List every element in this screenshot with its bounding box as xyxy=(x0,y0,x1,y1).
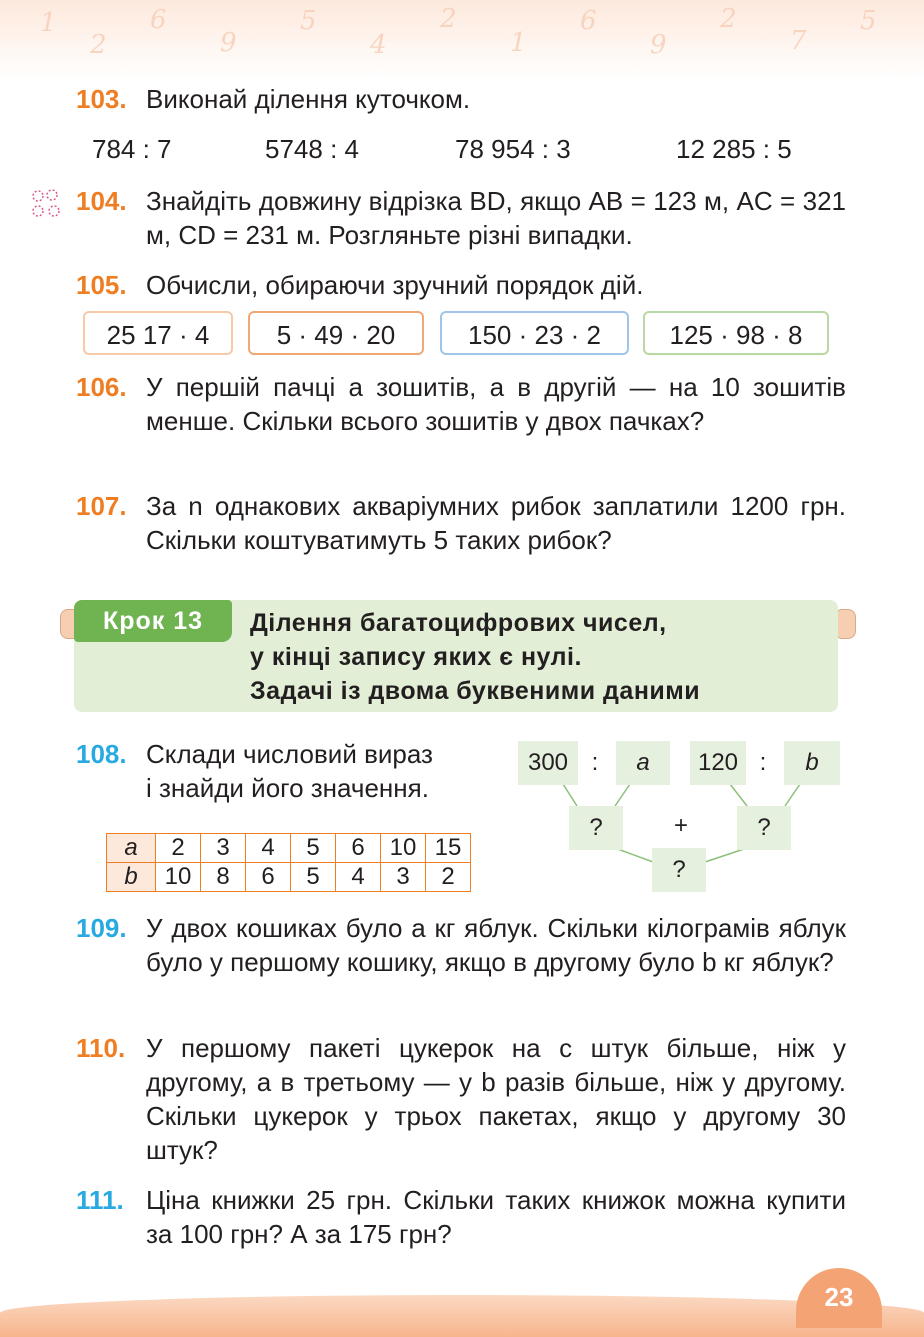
exercise-105 xyxy=(76,268,846,302)
lesson-title xyxy=(250,606,700,708)
table-cell: 6 xyxy=(246,863,291,892)
exercise-106 xyxy=(76,370,846,438)
lesson-title-line: Задачі із двома буквеними даними xyxy=(250,677,701,705)
exercise-number: 110. xyxy=(76,1033,126,1063)
division-item: 784 : 7 xyxy=(92,134,172,164)
expression-box: 125 · 98 · 8 xyxy=(643,311,829,355)
expression-box: 5 · 49 · 20 xyxy=(248,311,424,355)
table-cell: 10 xyxy=(381,834,426,863)
variable-box: a xyxy=(616,741,670,785)
table-cell: 2 xyxy=(426,863,471,892)
exercise-number: 109. xyxy=(76,913,127,943)
exercise-number: 104. xyxy=(76,186,127,216)
exercise-text: Виконай ділення куточком. xyxy=(146,84,471,114)
exercise-104 xyxy=(76,184,846,252)
exercise-text-line: і знайди його значення. xyxy=(146,773,429,803)
table-header-cell: b xyxy=(107,863,156,892)
exercise-text: У першій пачці a зошитів, а в другій — на 10 зошитів менше. Скільки всього зошитів у двох пачках? xyxy=(146,372,846,436)
decorative-header-band: 1 2 6 9 5 4 2 1 6 9 2 7 5 xyxy=(0,0,924,80)
variable-box: b xyxy=(784,741,840,785)
expression-box: 150 · 23 · 2 xyxy=(440,311,629,355)
exercise-number: 107. xyxy=(76,491,127,521)
exercise-text: У двох кошиках було a кг яблук. Скільки кілограмів яблук було у першому кошику, якщо в другому було b кг яблук? xyxy=(146,913,846,977)
number-box: 120 xyxy=(690,741,746,785)
table-cell: 8 xyxy=(201,863,246,892)
exercise-text-line: Склади числовий вираз xyxy=(146,739,433,769)
exercise-number: 108. xyxy=(76,739,127,769)
exercise-text: За n однакових акваріумних рибок заплатили 1200 грн. Скільки коштуватимуть 5 таких рибок? xyxy=(146,491,846,555)
exercise-107 xyxy=(76,489,846,557)
exercise-text: Знайдіть довжину відрізка BD, якщо AB = 123 м, AC = 321 м, CD = 231 м. Розгляньте різні випадки. xyxy=(146,186,846,250)
pair-work-icon xyxy=(28,186,64,222)
table-cell: 10 xyxy=(156,863,201,892)
exercise-text xyxy=(146,737,496,805)
table-cell: 4 xyxy=(246,834,291,863)
table-cell: 4 xyxy=(336,863,381,892)
exercise-number: 103. xyxy=(76,84,127,114)
lesson-title-line: у кінці запису яких є нулі. xyxy=(250,643,582,671)
lesson-title-line: Ділення багатоцифрових чисел, xyxy=(250,609,667,637)
table-row xyxy=(107,863,471,892)
operator: : xyxy=(591,749,599,776)
exercise-number: 106. xyxy=(76,372,127,402)
exercise-text: У першому пакеті цукерок на c штук більше, ніж у другому, а в третьому — у b разів більше, ніж у другому. Скільки цукерок у трьох пакетах, якщо у другому 30 штук? xyxy=(146,1033,846,1165)
page-number: 23 xyxy=(796,1268,882,1328)
expression-box: 25 17 · 4 xyxy=(83,311,233,355)
table-cell: 3 xyxy=(201,834,246,863)
decorative-footer-band xyxy=(0,1295,924,1337)
exercise-text: Ціна книжки 25 грн. Скільки таких книжок можна купити за 100 грн? А за 175 грн? xyxy=(146,1185,846,1249)
division-item: 5748 : 4 xyxy=(265,134,359,164)
table-cell: 2 xyxy=(156,834,201,863)
exercise-number: 111. xyxy=(76,1185,124,1215)
answer-box: ? xyxy=(737,806,791,850)
exercise-111 xyxy=(76,1183,846,1251)
exercise-108 xyxy=(76,737,496,805)
exercise-109 xyxy=(76,911,846,979)
answer-box: ? xyxy=(569,806,623,850)
table-cell: 6 xyxy=(336,834,381,863)
exercise-number: 105. xyxy=(76,270,127,300)
table-cell: 3 xyxy=(381,863,426,892)
table-cell: 5 xyxy=(291,863,336,892)
division-item: 12 285 : 5 xyxy=(676,134,792,164)
division-item: 78 954 : 3 xyxy=(455,134,571,164)
operator: : xyxy=(759,749,767,776)
table-row xyxy=(107,834,471,863)
table-cell: 15 xyxy=(426,834,471,863)
table-header-cell: a xyxy=(107,834,156,863)
exercise-110 xyxy=(76,1031,846,1167)
operator: + xyxy=(673,812,688,839)
values-table xyxy=(106,833,471,892)
answer-box: ? xyxy=(652,848,706,892)
table-cell: 5 xyxy=(291,834,336,863)
exercise-103 xyxy=(76,82,846,116)
number-box: 300 xyxy=(518,741,578,785)
exercise-text: Обчисли, обираючи зручний порядок дій. xyxy=(146,270,644,300)
lesson-step-tag: Крок 13 xyxy=(74,600,232,642)
